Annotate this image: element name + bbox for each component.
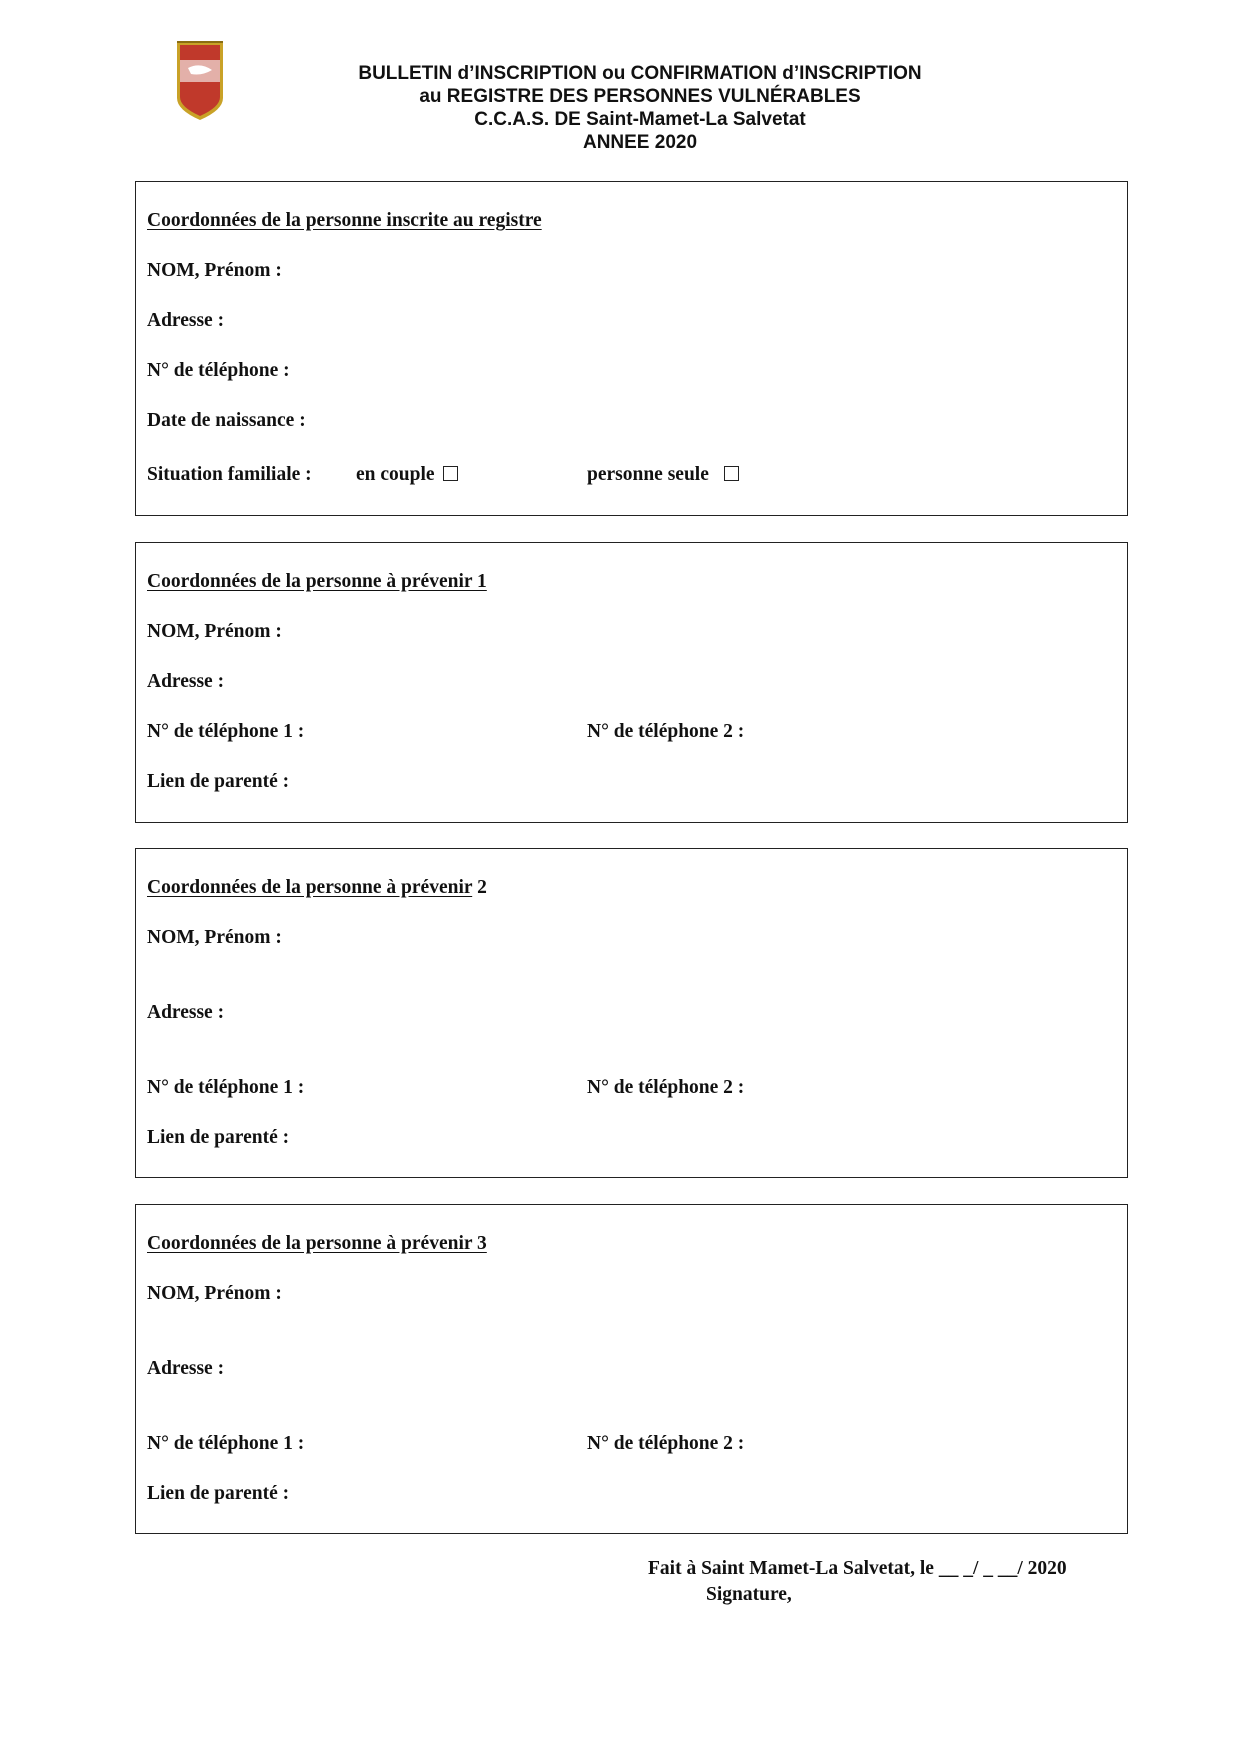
section-title: Coordonnées de la personne à prévenir 3 <box>147 1233 487 1254</box>
section-title-text: Coordonnées de la personne à prévenir <box>147 877 473 898</box>
birthdate-field-label: Date de naissance : <box>147 410 306 431</box>
section-contact-1 <box>135 542 1128 823</box>
phone-1-field-label: N° de téléphone 1 : <box>147 1077 305 1098</box>
section-contact-2 <box>135 848 1128 1178</box>
phone-1-field-label: N° de téléphone 1 : <box>147 1433 305 1454</box>
couple-checkbox[interactable] <box>443 466 458 481</box>
name-field-label: NOM, Prénom : <box>147 621 282 642</box>
document-header <box>300 62 980 154</box>
name-field-label: NOM, Prénom : <box>147 1283 282 1304</box>
section-registered-person <box>135 181 1128 516</box>
section-title <box>147 877 487 899</box>
place-date-line: Fait à Saint Mamet-La Salvetat, le __ _/ _ __/ 2020 <box>648 1558 1067 1579</box>
family-situation-label: Situation familiale : <box>147 464 312 485</box>
name-field-label: NOM, Prénom : <box>147 927 282 948</box>
header-title-line-3: C.C.A.S. DE Saint-Mamet-La Salvetat <box>474 109 806 130</box>
option-couple-label: en couple <box>356 464 435 485</box>
phone-1-field-label: N° de téléphone 1 : <box>147 721 305 742</box>
address-field-label: Adresse : <box>147 1002 225 1023</box>
address-field-label: Adresse : <box>147 310 225 331</box>
signature-label: Signature, <box>706 1584 792 1605</box>
section-title-number: 2 <box>477 877 487 898</box>
relationship-field-label: Lien de parenté : <box>147 771 290 792</box>
header-title-line-1: BULLETIN d’INSCRIPTION ou CONFIRMATION d’INSCRIPTION <box>358 63 922 84</box>
option-couple <box>356 464 458 486</box>
section-title: Coordonnées de la personne inscrite au registre <box>147 210 542 231</box>
coat-of-arms-icon <box>147 38 253 124</box>
single-checkbox[interactable] <box>724 466 739 481</box>
name-field-label: NOM, Prénom : <box>147 260 282 281</box>
section-contact-3 <box>135 1204 1128 1534</box>
phone-2-field-label: N° de téléphone 2 : <box>587 1077 745 1098</box>
option-single <box>587 464 739 486</box>
header-title-line-4: ANNEE 2020 <box>582 132 698 153</box>
phone-2-field-label: N° de téléphone 2 : <box>587 721 745 742</box>
relationship-field-label: Lien de parenté : <box>147 1127 290 1148</box>
phone-2-field-label: N° de téléphone 2 : <box>587 1433 745 1454</box>
address-field-label: Adresse : <box>147 1358 225 1379</box>
relationship-field-label: Lien de parenté : <box>147 1483 290 1504</box>
section-title: Coordonnées de la personne à prévenir 1 <box>147 571 487 592</box>
header-title-line-2: au REGISTRE DES PERSONNES VULNÉRABLES <box>419 86 861 107</box>
phone-field-label: N° de téléphone : <box>147 360 290 381</box>
option-single-label: personne seule <box>587 464 709 485</box>
address-field-label: Adresse : <box>147 671 225 692</box>
